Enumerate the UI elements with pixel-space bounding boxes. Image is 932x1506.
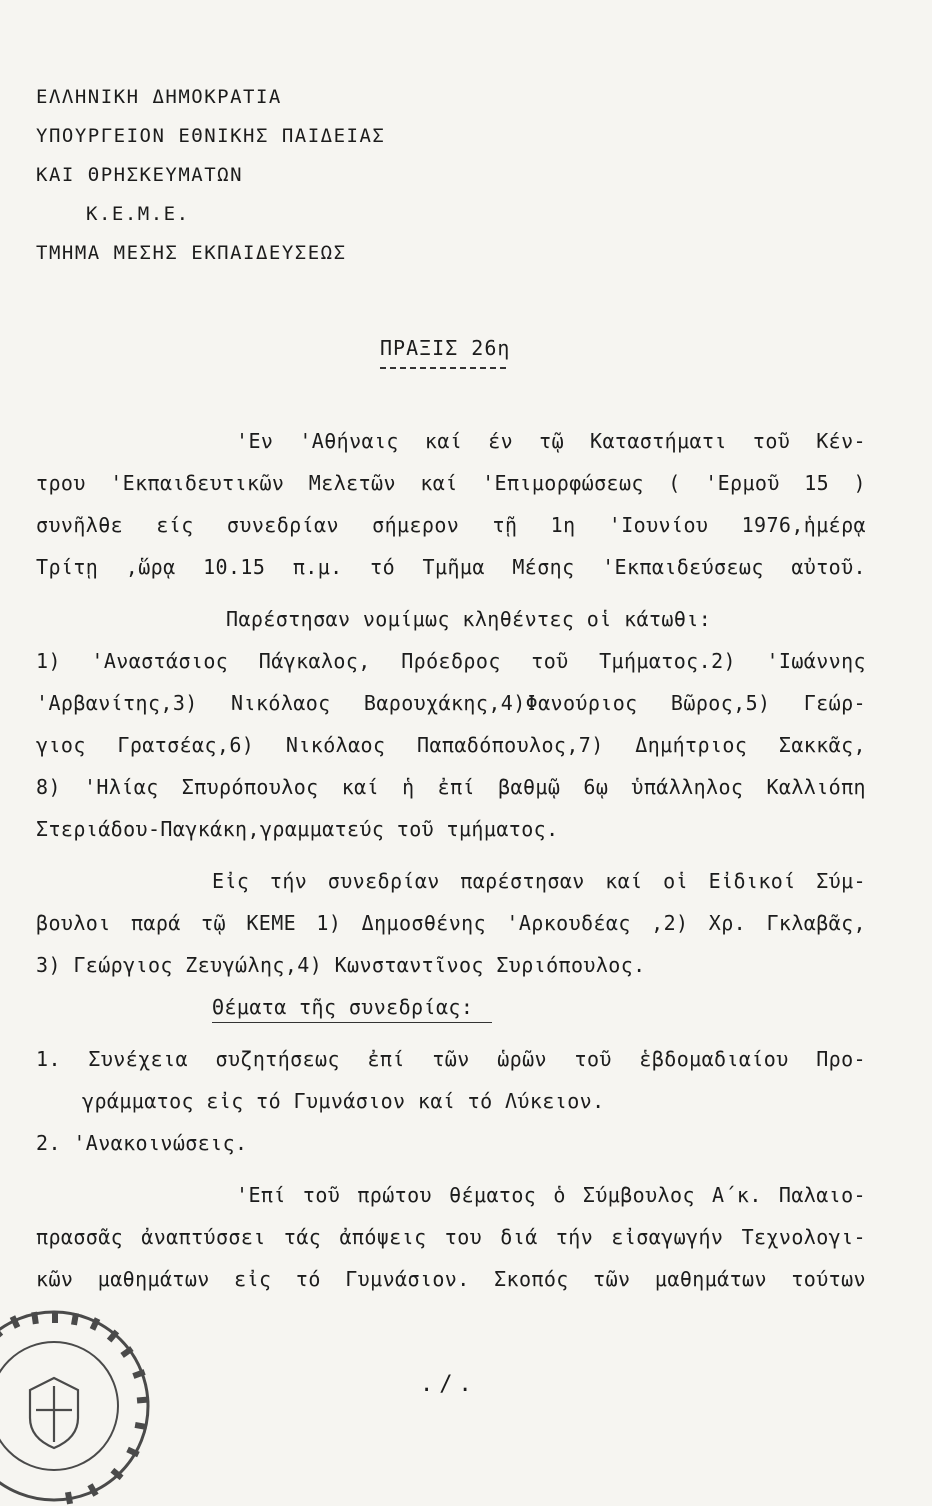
header-line-ministry: ΥΠΟΥΡΓΕΙΟΝ ΕΘΝΙΚΗΣ ΠΑΙΔΕΙΑΣ [36,125,386,147]
minutes-body [36,420,866,1300]
attendees-line: 'Αρβανίτης,3) Νικόλαος Βαρουχάκης,4)Φανούριος Βῶρος,5) Γεώρ- [36,691,866,715]
discussion-line: κῶν μαθημάτων εἰς τό Γυμνάσιον. Σκοπός τῶν μαθημάτων τούτων [36,1267,866,1291]
discussion-line: 'Επί τοῦ πρώτου θέματος ὁ Σύμβουλος Α΄κ. Παλαιο- [236,1183,866,1207]
paragraph-line: τρου 'Εκπαιδευτικῶν Μελετῶν καί 'Επιμορφώσεως ( 'Ερμοῦ 15 ) [36,471,866,495]
topics-heading [36,986,866,1028]
advisors-line: 3) Γεώργιος Ζευγώλης,4) Κωνσταντῖνος Συριόπουλος. [36,953,646,977]
paragraph-line: συνῆλθε είς συνεδρίαν σήμερον τῇ 1η 'Ιουνίου 1976,ἡμέρᾳ [36,513,866,537]
topics-heading-text: Θέματα τῆς συνεδρίας: [212,995,474,1019]
topic-2-line: 2. 'Ανακοινώσεις. [36,1131,248,1155]
discussion-line: πρασσᾶς ἀναπτύσσει τάς ἀπόψεις του διά τήν εἰσαγωγήν Τεχνολογι- [36,1225,866,1249]
header-line-keme: Κ.Ε.Μ.Ε. [86,203,190,225]
advisors-line: βουλοι παρά τῷ ΚΕΜΕ 1) Δημοσθένης 'Αρκουδέας ,2) Χρ. Γκλαβᾶς, [36,911,866,935]
paragraph-line: Τρίτῃ ,ὥρᾳ 10.15 π.μ. τό Τμῆμα Μέσης 'Εκπαιδεύσεως αὐτοῦ. [36,555,866,579]
title-underline [380,367,506,369]
topics-heading-underline [212,1022,492,1023]
topic-1-line: γράμματος εἰς τό Γυμνάσιον καί τό Λύκειον. [82,1089,605,1113]
attendees-line: 1) 'Αναστάσιος Πάγκαλος, Πρόεδρος τοῦ Τμήματος.2) 'Ιωάννης [36,649,866,673]
document-title: ΠΡΑΞΙΣ 26η [380,336,511,360]
header-line-republic: ΕΛΛΗΝΙΚΗ ΔΗΜΟΚΡΑΤΙΑ [36,86,282,108]
official-seal-stamp [0,1306,154,1506]
attendees-line: γιος Γρατσέας,6) Νικόλαος Παπαδόπουλος,7) Δημήτριος Σακκᾶς, [36,733,866,757]
attendees-intro: Παρέστησαν νομίμως κληθέντες οἱ κάτωθι: [226,607,712,631]
paragraph-line: 'Εν 'Αθήναις καί έν τῷ Καταστήματι τοῦ Κέν- [236,429,866,453]
advisors-line: Εἰς τήν συνεδρίαν παρέστησαν καί οἱ Εἰδικοί Σύμ- [212,869,866,893]
header-line-department: ΤΜΗΜΑ ΜΕΣΗΣ ΕΚΠΑΙΔΕΥΣΕΩΣ [36,242,347,264]
attendees-line: Στεριάδου-Παγκάκη,γραμματεύς τοῦ τμήματος. [36,817,559,841]
continuation-mark: ./. [420,1372,478,1397]
attendees-line: 8) 'Ηλίας Σπυρόπουλος καί ἡ ἐπί βαθμῷ 6ῳ ὑπάλληλος Καλλιόπη [36,775,866,799]
topic-1-line: 1. Συνέχεια συζητήσεως ἐπί τῶν ὡρῶν τοῦ ἑβδομαδιαίου Προ- [36,1047,866,1071]
letterhead [36,78,385,273]
header-line-religions: ΚΑΙ ΘΡΗΣΚΕΥΜΑΤΩΝ [36,164,244,186]
